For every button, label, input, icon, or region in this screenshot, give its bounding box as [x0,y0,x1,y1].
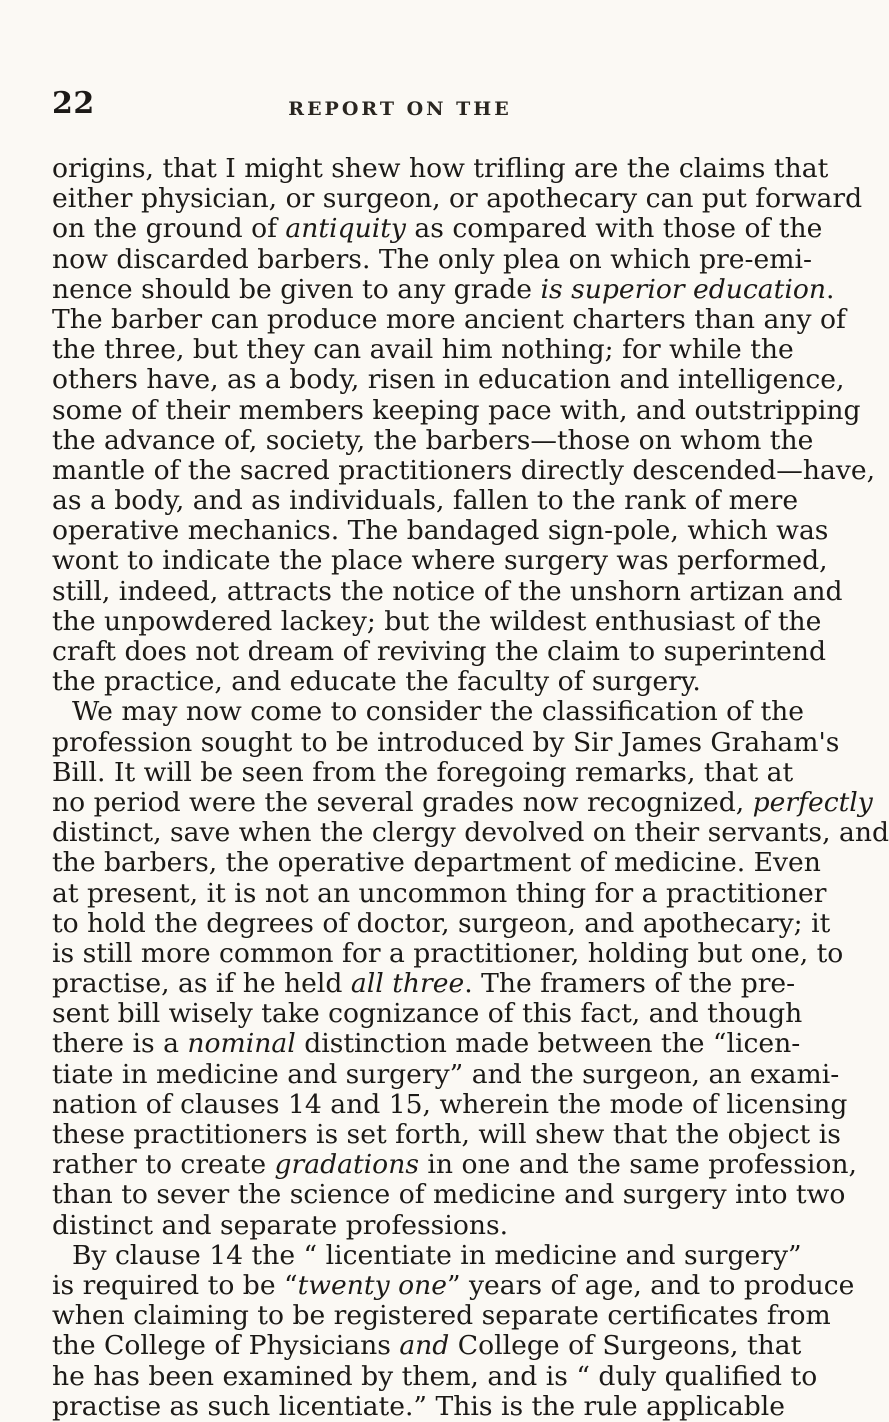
text-line: still, indeed, attracts the notice of the unshorn artizan and [52,575,843,607]
text-line: the advance of, society, the barbers—those on whom the [52,424,814,456]
text-line: nence should be given to any grade is superior education. [52,273,835,305]
text-line: to hold the degrees of doctor, surgeon, and apothecary; it [52,907,831,939]
text-line: he has been examined by them, and is “ duly qualified to [52,1360,818,1392]
text-line: tiate in medicine and surgery” and the surgeon, an exami- [52,1058,840,1090]
text-line: these practitioners is set forth, will shew that the object is [52,1119,841,1150]
body-text [52,153,889,1422]
text-line: the three, but they can avail him nothing; for while the [52,334,794,366]
text-line: rather to create gradations in one and the same profession, [52,1149,857,1181]
text-line: either physician, or surgeon, or apothecary can put forward [52,183,863,215]
text-line: some of their members keeping pace with, and outstripping [52,394,861,426]
text-line: as a body, and as individuals, fallen to the rank of mere [52,485,799,517]
text-line: practise as such licentiate.” This is the rule applicable [52,1390,786,1422]
text-line: there is a nominal distinction made between the “licen- [52,1028,801,1060]
text-line: distinct and separate professions. [52,1209,509,1241]
page-number: 22 [52,86,95,121]
text-line: The barber can produce more ancient charters than any of [52,303,846,335]
text-line: when claiming to be registered separate certificates from [52,1300,831,1332]
text-line: than to sever the science of medicine and surgery into two [52,1179,846,1211]
text-line: Bill. It will be seen from the foregoing remarks, that at [52,756,794,788]
text-line: mantle of the sacred practitioners directly descended—have, [52,454,876,486]
text-line: nation of clauses 14 and 15, wherein the mode of licensing [52,1088,848,1120]
text-line: origins, that I might shew how trifling are the claims that [52,153,829,184]
text-line: craft does not dream of reviving the claim to superintend [52,636,827,667]
text-line: operative mechanics. The bandaged sign-pole, which was [52,515,829,547]
text-line: profession sought to be introduced by Sir James Graham's [52,726,840,758]
text-line: the College of Physicians and College of Surgeons, that [52,1330,802,1362]
text-line: practise, as if he held all three. The framers of the pre- [52,968,796,1000]
text-line: the unpowdered lackey; but the wildest enthusiast of the [52,605,822,637]
text-line: sent bill wisely take cognizance of this fact, and though [52,998,803,1030]
text-line: on the ground of antiquity as compared with those of the [52,213,823,245]
text-line: the practice, and educate the faculty of surgery. [52,666,701,698]
text-line: distinct, save when the clergy devolved on their servants, and [52,817,889,849]
running-head: REPORT ON THE [288,98,512,120]
text-line: now discarded barbers. The only plea on which pre-emi- [52,243,812,275]
text-line: is still more common for a practitioner, holding but one, to [52,937,844,969]
text-line: We may now come to consider the classification of the [72,696,805,728]
text-line: By clause 14 the “ licentiate in medicine and surgery” [72,1239,802,1271]
text-line: the barbers, the operative department of medicine. Even [52,847,821,879]
text-line: no period were the several grades now recognized, perfectly [52,786,873,818]
text-line: others have, as a body, risen in education and intelligence, [52,364,845,396]
text-line: at present, it is not an uncommon thing for a practitioner [52,877,827,909]
text-line: is required to be “twenty one” years of age, and to produce [52,1269,855,1301]
text-line: wont to indicate the place where surgery was performed, [52,545,828,577]
